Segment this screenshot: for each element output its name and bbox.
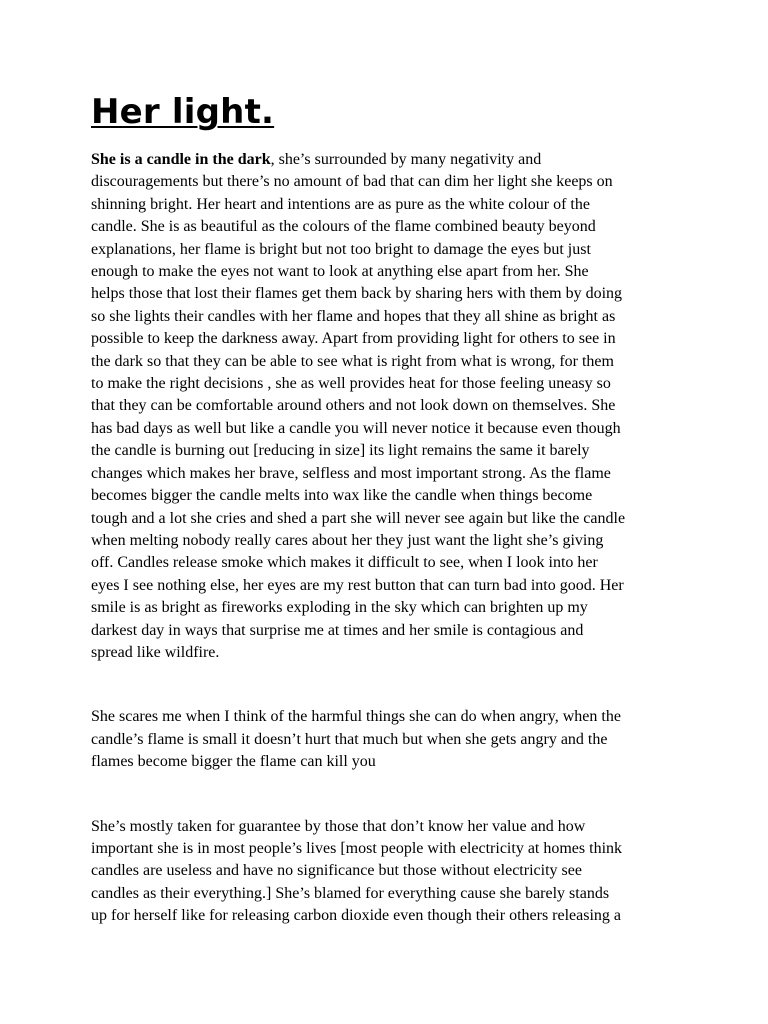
paragraph-spacer xyxy=(91,774,681,816)
document-title: Her light. xyxy=(91,92,275,132)
paragraph-spacer xyxy=(91,664,681,706)
paragraph-1-text: , she’s surrounded by many negativity and discouragements but there’s no amount of bad that can dim her light she keeps on shinning bright. Her heart and intentions are as pure as the white colour of the candle. She is as beautiful as the colours of the flame combined beauty beyond explanations, her flame is bright but not too bright to damage the eyes but just enough to make the eyes not want to look at anything else apart from her. She helps those that lost their flames get them back by sharing hers with them by doing so she lights their candles with her flame and hopes that they all shine as bright as possible to keep the darkness away. Apart from providing light for others to see in the dark so that they can be able to see what is right from what is wrong, for them to make the right decisions , she as well provides heat for those feeling uneasy so that they can be comfortable around others and not look down on themselves. She has bad days as well but like a candle you will never notice it because even though the candle is burning out [reducing in size] its light remains the same it barely changes which makes her brave, selfless and most important strong. As the flame becomes bigger the candle melts into wax like the candle when things become tough and a lot she cries and shed a part she will never see again but like the candle when melting nobody really cares about her they just want the light she’s giving off. Candles release smoke which makes it difficult to see, when I look into her eyes I see nothing else, her eyes are my rest button that can turn bad into good. Her smile is as bright as fireworks exploding in the sky which can brighten up my darkest day in ways that surprise me at times and her smile is contagious and spread like wildfire. xyxy=(91,151,626,661)
document-body xyxy=(91,88,681,928)
paragraph-1-bold-lead: She is a candle in the dark xyxy=(91,151,271,168)
paragraph-1 xyxy=(91,149,681,664)
paragraph-2: She scares me when I think of the harmful things she can do when angry, when the candle’s flame is small it doesn’t hurt that much but when she gets angry and the flames become bigger the flame can kill you xyxy=(91,708,621,771)
paragraph-3: She’s mostly taken for guarantee by those that don’t know her value and how important she is in most people’s lives [most people with electricity at homes think candles are useless and have no significance but those without electricity see candles as their everything.] She’s blamed for everything cause she barely stands up for herself like for releasing carbon dioxide even though their others releasing a xyxy=(91,817,623,925)
